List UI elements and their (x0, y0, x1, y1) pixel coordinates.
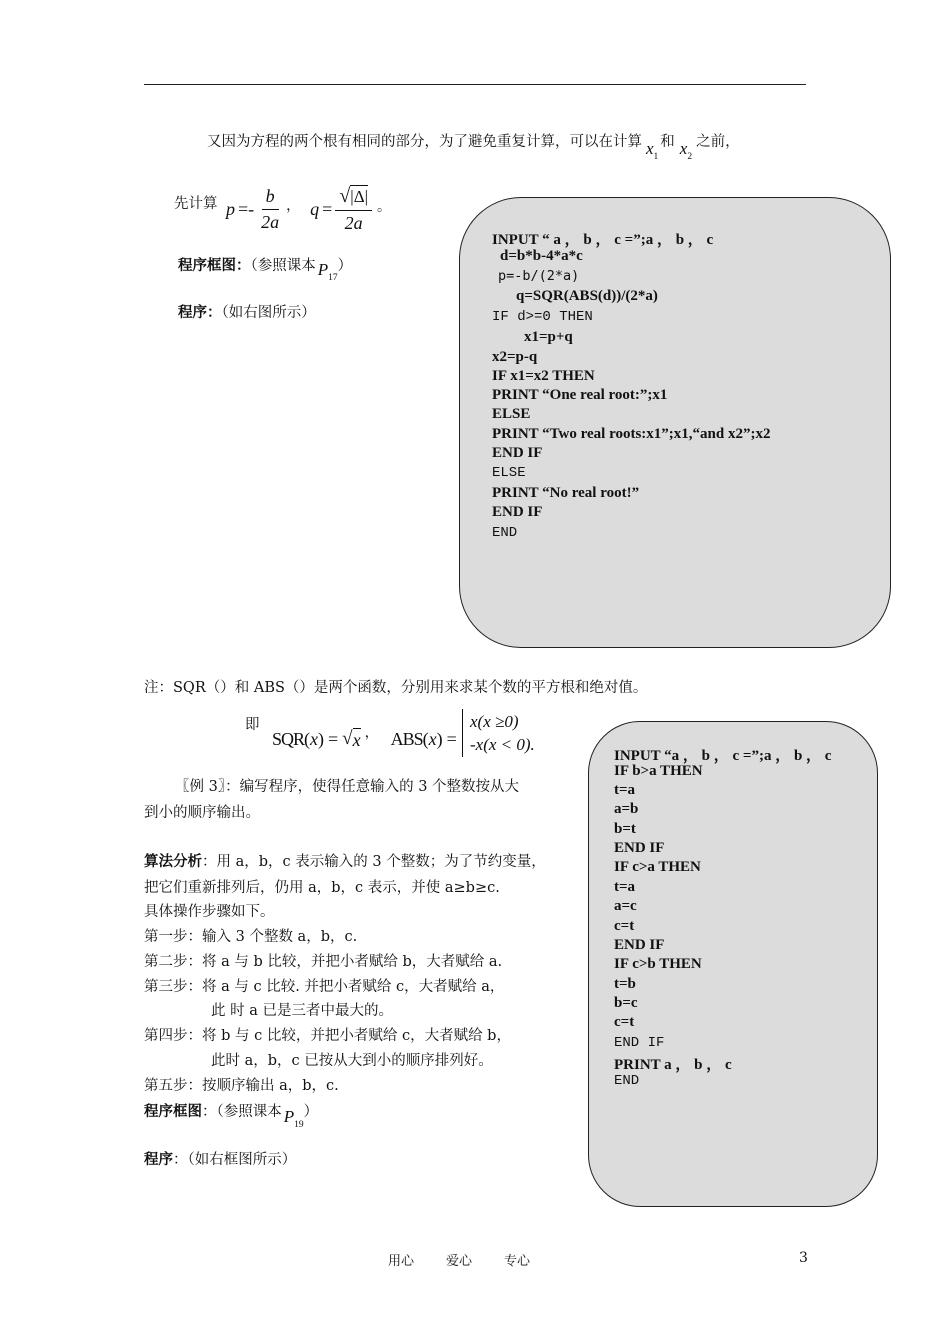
code-line: END (492, 525, 518, 541)
code-line: c=t (614, 1014, 635, 1030)
step-3: 第三步：将 a 与 c 比较. 并把小者赋给 c，大者赋给 a， (144, 979, 505, 995)
code-line: PRINT “No real root!” (492, 485, 640, 501)
step-4-cont: 此时 a，b，c 已按从大到小的顺序排列好。 (211, 1053, 493, 1069)
fraction-b-over-2a: $\frac{b}{2a}$ (261, 186, 280, 232)
code-line: IF d>=0 THEN (492, 309, 593, 325)
program-ref-2: 程序：（如右框图所示） (144, 1151, 297, 1168)
code-line: ELSE (492, 465, 526, 481)
flowchart-ref-19: 程序框图：（参照课本 $P_{19}$） (144, 1103, 319, 1130)
header-rule (144, 84, 806, 85)
code-line: x2=p-q (492, 349, 538, 365)
code-line: q=SQR(ABS(d))/(2*a) (516, 288, 658, 304)
intro-text: 又因为方程的两个根有相同的部分，为了避免重复计算，可以在计算 (207, 134, 642, 150)
code-line: INPUT “a ， b ， c =”;a ， b ， c (614, 748, 832, 764)
code-line: IF c>b THEN (614, 956, 702, 972)
step-1: 第一步：输入 3 个整数 a，b，c. (144, 929, 358, 945)
piecewise-brace (462, 709, 463, 757)
example3-title: 〖例 3〗：编写程序，使得任意输入的 3 个整数按从大 (175, 779, 520, 795)
step-3-cont: 此 时 a 已是三者中最大的。 (211, 1003, 393, 1019)
code-box-quadratic (459, 197, 891, 648)
formula-pq: p =- $\frac{b}{2a}$ ， q = $\frac{√|\Delta|}{2a}$ 。 (226, 185, 392, 233)
code-line: END IF (614, 840, 665, 856)
code-line: IF x1=x2 THEN (492, 368, 595, 384)
var-x2: $x_2$ (679, 139, 693, 162)
code-line: PRINT “One real root:”;x1 (492, 387, 668, 403)
code-line: a=c (614, 898, 637, 914)
code-line: t=a (614, 879, 636, 895)
flowchart-ref-17: 程序框图：（参照课本 $P_{17}$） (178, 257, 353, 283)
code-line: t=a (614, 782, 636, 798)
formula-eq-minus: =- (238, 199, 255, 219)
delta-abs: |Δ| (350, 187, 369, 206)
code-line: b=t (614, 821, 636, 837)
program-ref-1: 程序：（如右图所示） (178, 304, 316, 321)
code-box-sort (588, 721, 878, 1207)
code-line: PRINT a ， b ， c (614, 1057, 732, 1073)
code-line: ELSE (492, 406, 531, 422)
code-line: t=b (614, 976, 636, 992)
code-line: c=t (614, 918, 635, 934)
analysis-line1: 算法分析：用 a，b，c 表示输入的 3 个整数；为了节约变量， (144, 853, 546, 870)
var-x1: $x_1$ (646, 139, 659, 162)
piecewise-case-2: -x(x < 0). (470, 735, 535, 754)
code-line: END IF (492, 445, 543, 461)
code-line: INPUT “ a ， b ， c =”;a ， b ， c (492, 232, 714, 248)
note-ji: 即 (245, 717, 260, 733)
code-line: p=-b/(2*a) (498, 268, 580, 284)
step-4: 第四步：将 b 与 c 比较，并把小者赋给 c，大者赋给 b， (144, 1028, 511, 1044)
code-line: IF b>a THEN (614, 763, 703, 779)
code-line: d=b*b-4*a*c (500, 248, 583, 264)
code-line: PRINT “Two real roots:x1”;x1,“and x2”;x2 (492, 426, 771, 442)
code-line: IF c>a THEN (614, 859, 701, 875)
fraction-sqrt-delta-over-2a: $\frac{√|\Delta|}{2a}$ (335, 185, 372, 234)
code-line: END IF (614, 1035, 665, 1051)
intro-line (207, 130, 740, 162)
code-line: a=b (614, 801, 639, 817)
step-2: 第二步：将 a 与 b 比较，并把小者赋给 b，大者赋给 a. (144, 954, 503, 970)
formula-q: q (310, 199, 320, 219)
code-line: END (614, 1073, 640, 1089)
analysis-line2: 把它们重新排列后，仍用 a，b，c 表示，并使 a≥b≥c. (144, 880, 500, 896)
page-number: 3 (799, 1250, 808, 1266)
code-line: END IF (492, 504, 543, 520)
example3-title-cont: 到小的顺序输出。 (144, 805, 260, 821)
note-text: 注：SQR（）和 ABS（）是两个函数，分别用来求某个数的平方根和绝对值。 (144, 680, 648, 696)
before-text: 之前， (696, 134, 740, 150)
step-5: 第五步：按顺序输出 a，b，c. (144, 1078, 339, 1094)
code-line: b=c (614, 995, 638, 1011)
and-text: 和 (660, 134, 675, 150)
piecewise-case-1: x(x ≥0) (470, 712, 519, 731)
code-line: x1=p+q (524, 329, 573, 345)
analysis-line3: 具体操作步骤如下。 (144, 904, 275, 920)
formula-p: p (226, 199, 235, 219)
code-line: END IF (614, 937, 665, 953)
calc-label: 先计算 (174, 196, 218, 212)
footer-motto: 用心 爱心 专心 (388, 1254, 531, 1269)
formula-sqr-abs: SQR ( x ) = √ x ， ABS ( x ) = (272, 725, 457, 750)
